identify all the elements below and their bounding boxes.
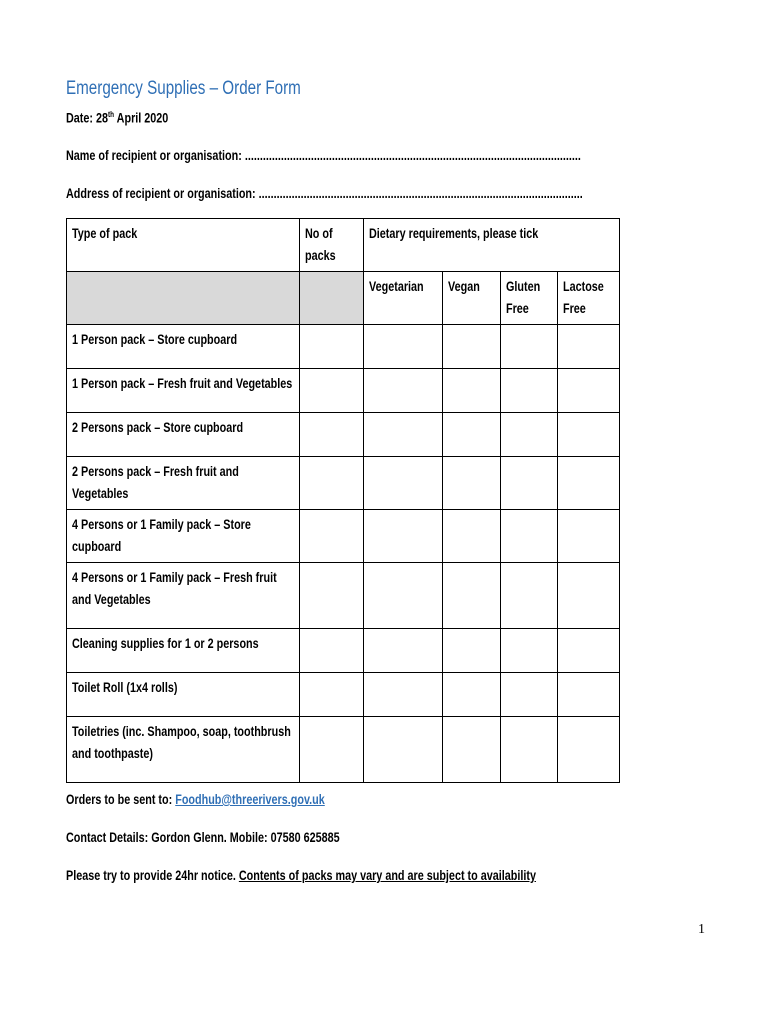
table-row	[67, 510, 620, 563]
lactose-free-cell[interactable]	[558, 717, 620, 783]
quantity-cell[interactable]	[300, 510, 364, 563]
vegetarian-cell[interactable]	[364, 325, 443, 369]
gluten-free-cell[interactable]	[501, 629, 558, 673]
vegetarian-cell[interactable]	[364, 413, 443, 457]
order-table	[66, 218, 620, 783]
gluten-free-cell[interactable]	[501, 717, 558, 783]
pack-type: 1 Person pack – Fresh fruit and Vegetables	[67, 369, 300, 413]
vegan-cell[interactable]	[443, 413, 501, 457]
header-shade	[300, 272, 364, 325]
lactose-free-cell[interactable]	[558, 673, 620, 717]
header-vegetarian: Vegetarian	[364, 272, 443, 325]
gluten-free-cell[interactable]	[501, 457, 558, 510]
quantity-cell[interactable]	[300, 629, 364, 673]
recipient-name-label: Name of recipient or organisation:	[66, 148, 245, 163]
vegan-cell[interactable]	[443, 673, 501, 717]
vegetarian-cell[interactable]	[364, 510, 443, 563]
gluten-free-cell[interactable]	[501, 510, 558, 563]
header-no-of-packs: No of packs	[300, 219, 364, 272]
table-row	[67, 673, 620, 717]
quantity-cell[interactable]	[300, 457, 364, 510]
contact-details: Contact Details: Gordon Glenn. Mobile: 07580 625885	[66, 830, 340, 845]
email-link[interactable]: Foodhub@threerivers.gov.uk	[175, 792, 325, 807]
pack-type: 2 Persons pack – Store cupboard	[67, 413, 300, 457]
quantity-cell[interactable]	[300, 563, 364, 629]
vegan-cell[interactable]	[443, 717, 501, 783]
lactose-free-cell[interactable]	[558, 457, 620, 510]
lactose-free-cell[interactable]	[558, 369, 620, 413]
gluten-free-cell[interactable]	[501, 563, 558, 629]
vegetarian-cell[interactable]	[364, 717, 443, 783]
table-row	[67, 717, 620, 783]
lactose-free-cell[interactable]	[558, 563, 620, 629]
lactose-free-cell[interactable]	[558, 325, 620, 369]
quantity-cell[interactable]	[300, 325, 364, 369]
header-vegan: Vegan	[443, 272, 501, 325]
vegetarian-cell[interactable]	[364, 673, 443, 717]
gluten-free-cell[interactable]	[501, 369, 558, 413]
vegan-cell[interactable]	[443, 563, 501, 629]
vegetarian-cell[interactable]	[364, 457, 443, 510]
recipient-name-line	[66, 148, 710, 163]
orders-line: Orders to be sent to: Foodhub@threerivers.gov.uk	[66, 792, 325, 807]
availability-note: Contents of packs may vary and are subject to availability	[238, 868, 536, 883]
vegetarian-cell[interactable]	[364, 369, 443, 413]
table-row	[67, 413, 620, 457]
lactose-free-cell[interactable]	[558, 510, 620, 563]
pack-type: 1 Person pack – Store cupboard	[67, 325, 300, 369]
pack-type: 4 Persons or 1 Family pack – Fresh fruit and Vegetables	[67, 563, 300, 629]
header-dietary: Dietary requirements, please tick	[364, 219, 620, 272]
vegan-cell[interactable]	[443, 629, 501, 673]
header-shade	[67, 272, 300, 325]
pack-type: 4 Persons or 1 Family pack – Store cupboard	[67, 510, 300, 563]
table-row	[67, 369, 620, 413]
quantity-cell[interactable]	[300, 717, 364, 783]
table-row	[67, 325, 620, 369]
pack-type: Cleaning supplies for 1 or 2 persons	[67, 629, 300, 673]
table-row	[67, 629, 620, 673]
recipient-address-label: Address of recipient or organisation:	[66, 186, 259, 201]
form-title: Emergency Supplies – Order Form	[66, 78, 301, 99]
quantity-cell[interactable]	[300, 673, 364, 717]
pack-type: Toilet Roll (1x4 rolls)	[67, 673, 300, 717]
recipient-address-line	[66, 186, 712, 201]
quantity-cell[interactable]	[300, 369, 364, 413]
header-gluten-free: Gluten Free	[501, 272, 558, 325]
table-row	[67, 563, 620, 629]
gluten-free-cell[interactable]	[501, 325, 558, 369]
vegan-cell[interactable]	[443, 369, 501, 413]
page-number: 1	[698, 922, 705, 937]
date-line: Date: 28th April 2020	[66, 110, 169, 126]
recipient-name-field[interactable]: ................................................................................................................	[244, 148, 581, 163]
quantity-cell[interactable]	[300, 413, 364, 457]
vegetarian-cell[interactable]	[364, 629, 443, 673]
pack-type: Toiletries (inc. Shampoo, soap, toothbrush and toothpaste)	[67, 717, 300, 783]
header-lactose-free: Lactose Free	[558, 272, 620, 325]
notice-line: Please try to provide 24hr notice. Contents of packs may vary and are subject to availability	[66, 868, 536, 883]
vegan-cell[interactable]	[443, 457, 501, 510]
vegan-cell[interactable]	[443, 510, 501, 563]
header-type-of-pack: Type of pack	[67, 219, 300, 272]
recipient-address-field[interactable]: ............................................................................................................	[258, 186, 583, 201]
lactose-free-cell[interactable]	[558, 413, 620, 457]
pack-type: 2 Persons pack – Fresh fruit and Vegetables	[67, 457, 300, 510]
table-row	[67, 457, 620, 510]
lactose-free-cell[interactable]	[558, 629, 620, 673]
vegan-cell[interactable]	[443, 325, 501, 369]
gluten-free-cell[interactable]	[501, 413, 558, 457]
gluten-free-cell[interactable]	[501, 673, 558, 717]
vegetarian-cell[interactable]	[364, 563, 443, 629]
